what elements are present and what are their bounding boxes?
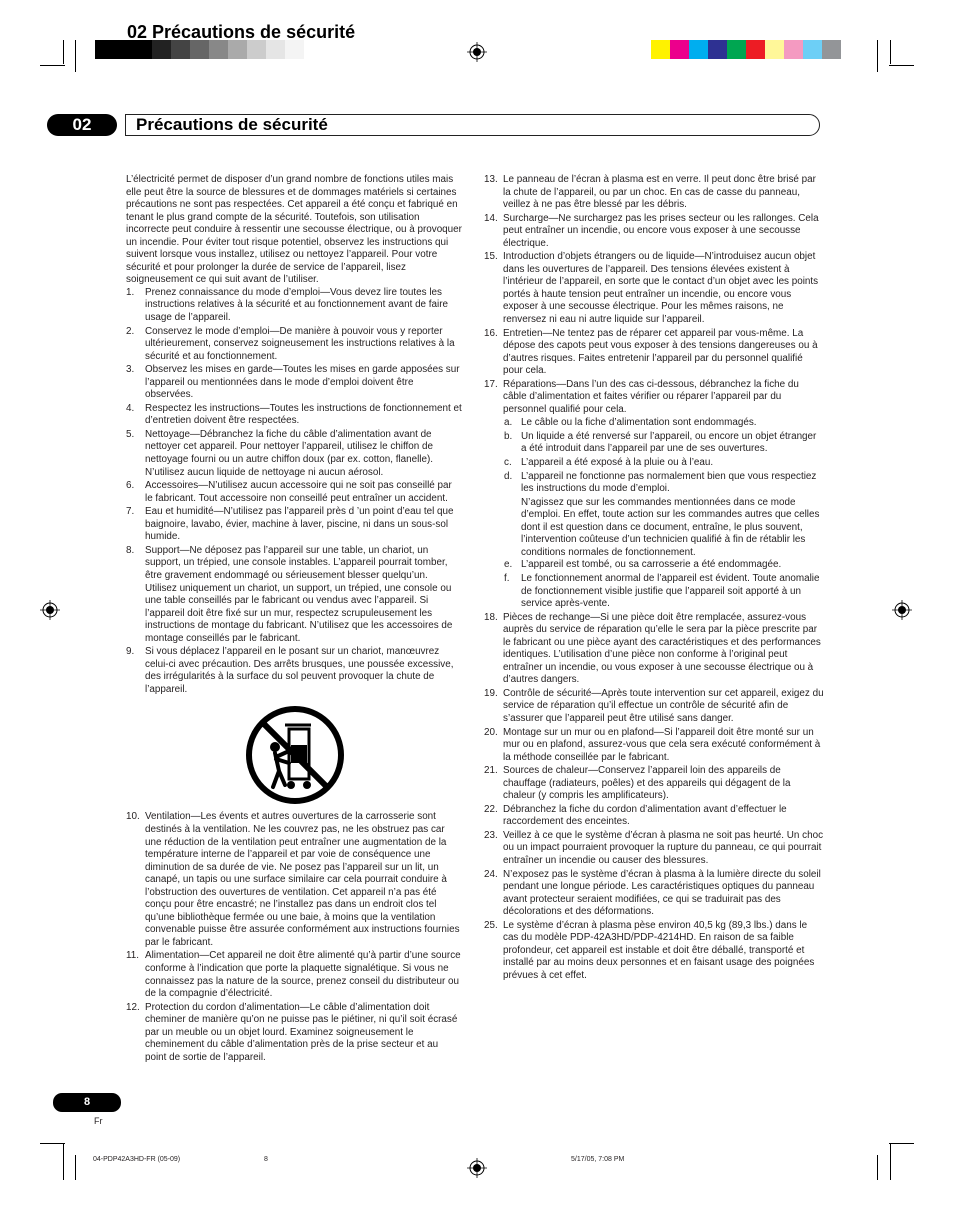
list-item-text: Prenez connaissance du mode d’emploi—Vous devez lire toutes les instructions relatives à la sécurité et au fonctionnement avant de faire usage de l’appareil. xyxy=(145,286,449,324)
list-item-number: 12. xyxy=(126,1001,140,1013)
list-item-number: 21. xyxy=(484,765,498,777)
chapter-title: Précautions de sécurité xyxy=(136,115,328,134)
print-file-name: 04-PDP42A3HD-FR (05-09) xyxy=(93,1156,181,1163)
list-item xyxy=(484,328,824,378)
list-item xyxy=(126,506,462,544)
list-item-number: 10. xyxy=(126,811,140,823)
list-item-text: Pièces de rechange—Si une pièce doit être remplacée, assurez-vous auprès du service de réparation qu’elle le sera par la pièce prescrite par le fabricant ou une pièce ayant des caractéristiques et des performances identiques. L’utilisation d’une pièce non conforme à l’original peut entraîner un incendie, ou vous exposer à une secousse électrique ou à d’autres dangers. xyxy=(503,611,821,686)
page-number-badge: 8 xyxy=(53,1093,121,1112)
list-item-text: Si vous déplacez l’appareil en le posant sur un chariot, manœuvrez celui-ci avec précaution. Des arrêts brusques, une poussée excessive, des irrégularités à la surface du sol peuvent provoquer la chute de l’appareil. xyxy=(145,646,454,695)
instruction-list xyxy=(484,174,824,417)
list-item-text: Ventilation—Les évents et autres ouvertures de la carrosserie sont destinés à la ventilation. Ne les couvrez pas, ne les obstruez pas car une réduction de la ventilation peut entraîner une augmentation de la température interne de l’appareil et par voie de conséquence une diminution de sa durée de vie. Ne posez pas l’appareil sur un lit, un canapé, un tapis ou une surface similaire car cela pourrait conduire à l’obstruction des ouvertures de ventilation. Cet appareil n’a pas été conçu pour être encastré; ne l’installez pas dans un endroit clos tel qu’une bibliothèque fermée ou une baie, à moins que la ventilation convenable puisse être assurée conformément aux instructions fournies par le fabricant. xyxy=(145,811,460,948)
list-item-number: d. xyxy=(504,470,513,482)
list-item-text: Protection du cordon d’alimentation—Le câble d’alimentation doit cheminer de manière qu’on ne puisse pas le piétiner, ni qu’il soit écrasé par un meuble ou un objet lourd. Examinez soigneusement le cheminement du câble d’alimentation près de la prise secteur et au point de sortie de l’appareil. xyxy=(145,1001,458,1063)
list-item-text: Montage sur un mur ou en plafond—Si l’appareil doit être monté sur un mur ou en plafond, assurez-vous que cela sera exécuté conformément à la méthode conseillée par le fabricant. xyxy=(503,726,821,763)
list-item-text: Observez les mises en garde—Toutes les mises en garde apposées sur l’appareil ou mentionnées dans le mode d’emploi doivent être observées. xyxy=(145,364,460,401)
list-item-text: Le câble ou la fiche d’alimentation sont endommagés. xyxy=(521,417,757,429)
list-item xyxy=(484,688,824,726)
list-item-text: Eau et humidité—N’utilisez pas l’appareil près d ’un point d’eau tel que baignoire, lavabo, évier, machine à laver, piscine, ni dans un sous-sol humide. xyxy=(145,506,454,543)
crop-mark xyxy=(40,1143,65,1144)
list-item xyxy=(484,431,824,456)
list-item xyxy=(484,174,824,212)
list-item-text: Nettoyage—Débranchez la fiche du câble d’alimentation avant de nettoyer cet appareil. Pour nettoyer l’appareil, utilisez le chiffon de nettoyage fourni ou un autre chiffon doux (par ex. cotton, flanelle). N’utilisez aucun liquide de nettoyage ni aucun aérosol. xyxy=(145,428,434,478)
list-item xyxy=(126,480,462,505)
list-item-text: Réparations—Dans l’un des cas ci-dessous, débranchez la fiche du câble d’alimentation et faites vérifier ou réparer l’appareil par du personnel qualifié pour cela. xyxy=(503,378,799,415)
color-swatch xyxy=(727,40,746,59)
list-item-text: Contrôle de sécurité—Après toute intervention sur cet appareil, exigez du service de réparation qu’il effectue un contrôle de sécurité afin de s’assurer que l’appareil peut être utilisé sans danger. xyxy=(503,687,824,724)
repair-cases-list xyxy=(484,559,824,611)
print-timestamp: 5/17/05, 7:08 PM xyxy=(571,1156,625,1163)
crop-mark xyxy=(75,40,76,72)
list-item-number: 6. xyxy=(126,480,135,492)
list-item-text: L’appareil est tombé, ou sa carrosserie a été endommagée. xyxy=(521,559,782,571)
list-item-number: 13. xyxy=(484,174,498,185)
list-item xyxy=(126,403,462,428)
list-item xyxy=(484,765,824,803)
crop-mark xyxy=(877,1155,878,1180)
list-item-number: 19. xyxy=(484,687,498,699)
registration-mark-icon xyxy=(40,600,60,620)
repair-cases-list xyxy=(484,417,824,496)
list-item-number: 18. xyxy=(484,611,498,623)
intro-paragraph: L’électricité permet de disposer d’un grand nombre de fonctions utiles mais elle peut être la source de blessures et de dommages matériels si certaines précautions ne sont pas respectées. Cet appareil a été conçu et fabriqué en tenant le plus grand compte de la sécurité. Toutefois, son utilisation incorrecte peut conduire à ressentir une secousse électrique, ou à provoquer un incendie. Pour éviter tout risque potentiel, observez les instructions qui suivent lorsque vous installez, utilisez ou nettoyez l’appareil. Pour votre sécurité et pour prolonger la durée de service de l’appareil, lisez soigneusement ce qui suit avant de l’utiliser. xyxy=(126,174,462,286)
crop-mark xyxy=(63,40,64,64)
list-item xyxy=(484,573,824,611)
list-item-number: 22. xyxy=(484,803,498,815)
list-item-text: Conservez le mode d’emploi—De manière à pouvoir vous y reporter ultérieurement, conservez soigneusement les instructions relatives à la sécurité et au fonctionnement. xyxy=(145,325,455,362)
crop-mark xyxy=(889,1143,914,1144)
instruction-list xyxy=(126,811,462,1065)
list-item-number: 24. xyxy=(484,868,498,880)
color-swatch xyxy=(784,40,803,59)
instruction-list xyxy=(484,612,824,984)
registration-mark-icon xyxy=(467,1158,487,1178)
crop-mark xyxy=(40,65,65,66)
list-item xyxy=(126,287,462,325)
color-swatch xyxy=(95,40,114,59)
list-item xyxy=(484,251,824,326)
color-swatch xyxy=(746,40,765,59)
list-item-text: Débranchez la fiche du cordon d’alimentation avant d’effectuer le raccordement des enceintes. xyxy=(503,803,787,828)
crop-mark xyxy=(889,65,914,66)
color-swatch xyxy=(689,40,708,59)
list-item-text: Support—Ne déposez pas l’appareil sur une table, un chariot, un support, un trépied, une console instables. L’appareil pourrait tomber, être gravement endommagé ou sérieusement blesser quelqu’un. Utilisez uniquement un chariot, un support, un trépied, une console ou une table conseillés par le fabricant ou vendus avec l’appareil. Si l’appareil doit être fixé sur un mur, respectez scrupuleusement les instructions de montage du fabricant. N’utilisez que les accessoires de montage conseillés par le fabricant. xyxy=(145,544,453,644)
list-item-number: 5. xyxy=(126,428,135,440)
crop-mark xyxy=(890,1144,891,1180)
list-item xyxy=(484,830,824,868)
crop-mark xyxy=(75,1155,76,1180)
list-item-number: 23. xyxy=(484,829,498,841)
list-item xyxy=(126,646,462,696)
list-item-number: 25. xyxy=(484,919,498,931)
list-item-text: Sources de chaleur—Conservez l’appareil loin des appareils de chauffage (radiateurs, poêles) et des appareils qui dégagent de la chaleur (y compris les amplificateurs). xyxy=(503,765,791,802)
color-swatch xyxy=(765,40,784,59)
color-swatch xyxy=(708,40,727,59)
list-item-number: f. xyxy=(504,572,510,584)
instruction-list xyxy=(126,287,462,698)
list-item-number: 15. xyxy=(484,251,498,263)
list-item-text: Le fonctionnement anormal de l’appareil est évident. Toute anomalie de fonctionnement visible justifie que l’appareil soit apporté à un service après-vente. xyxy=(521,572,820,610)
list-item-text: Respectez les instructions—Toutes les instructions de fonctionnement et d’entretien doivent être respectées. xyxy=(145,402,462,427)
color-swatch xyxy=(822,40,841,59)
list-item xyxy=(126,545,462,645)
list-item-number: 1. xyxy=(126,286,135,298)
list-item xyxy=(484,417,824,430)
list-item-number: b. xyxy=(504,430,513,442)
crop-mark xyxy=(63,1144,64,1180)
color-swatch xyxy=(651,40,670,59)
list-item xyxy=(484,869,824,919)
list-item-text: Entretien—Ne tentez pas de réparer cet appareil par vous-même. La dépose des capots peut vous exposer à des tensions dangereuses ou à d’autres risques. Faites entretenir l’appareil par du personnel qualifié pour cela. xyxy=(503,327,818,377)
list-item-continuation: N’agissez que sur les commandes mentionnées dans ce mode d’emploi. En effet, toute action sur les commandes autres que celles dont il est question dans ce document, entraîne, le plus souvent, l’intervention coûteuse d’un technicien qualifié à fin de rétablir les conditions normales de fonctionnement. xyxy=(521,496,820,558)
list-item-text: N’exposez pas le système d’écran à plasma à la lumière directe du soleil pendant une longue période. Les caractéristiques optiques du panneau avant protecteur seraient modifiées, ce qui se traduirait pas des décolorations et des déformations. xyxy=(503,868,821,918)
list-item-number: c. xyxy=(504,457,512,469)
list-item-number: 9. xyxy=(126,646,135,658)
list-item xyxy=(484,559,824,572)
list-item-number: 20. xyxy=(484,726,498,738)
list-item-number: a. xyxy=(504,417,513,429)
color-swatch xyxy=(670,40,689,59)
list-item xyxy=(126,811,462,949)
list-item xyxy=(126,950,462,1000)
list-item-number: 17. xyxy=(484,378,498,390)
registration-mark-icon xyxy=(467,42,487,62)
list-item xyxy=(126,429,462,479)
list-item-text: Introduction d’objets étrangers ou de liquide—N’introduisez aucun objet dans les ouvertures de l’appareil. Des tensions élevées existent à l’intérieur de l’appareil, en sorte que le contact d’un objet avec les points portés à haute tension peut entraîner un incendie, ou encore vous exposer à une secousse électrique. Pour les mêmes raisons, ne renversez ni eau ni autre liquide sur l’appareil. xyxy=(503,251,819,326)
list-item-text: Un liquide a été renversé sur l’appareil, ou encore un objet étranger a été introduit dans l’appareil par une de ses ouvertures. xyxy=(521,430,817,455)
list-item xyxy=(484,457,824,470)
list-item-text: Le panneau de l’écran à plasma est en verre. Il peut donc être brisé par la chute de l’appareil, ou par un choc. En cas de casse du panneau, veillez à ne pas être blessé par les débris. xyxy=(503,174,816,211)
list-item-number: 14. xyxy=(484,212,498,224)
list-item-number: 3. xyxy=(126,364,135,376)
list-item-number: 16. xyxy=(484,327,498,339)
list-item-number: 11. xyxy=(126,950,139,962)
list-item xyxy=(484,612,824,687)
list-item-text: Alimentation—Cet appareil ne doit être alimenté qu’à partir d’une source conforme à l’indication que porte la plaquette signalétique. Si vous ne connaissez pas la nature de la source, prenez conseil du distributeur ou de la compagnie d’électricité. xyxy=(145,950,461,1000)
list-item-number: e. xyxy=(504,559,513,571)
list-item-text: L’appareil ne fonctionne pas normalement bien que vous respectiez les instructions du mode d’emploi. xyxy=(521,470,817,495)
list-item-text: Veillez à ce que le système d’écran à plasma ne soit pas heurté. Un choc ou un impact pourraient provoquer la rupture du panneau, ce qui pourrait entraîner un incendie ou causer des blessures. xyxy=(503,829,824,866)
print-page-number: 8 xyxy=(264,1156,268,1163)
list-item-text: Le système d’écran à plasma pèse environ 40,5 kg (89,3 lbs.) dans le cas du modèle PDP-42A3HD/PDP-4214HD. En raison de sa faible profondeur, cet appareil est instable et doit être déballé, transporté et installé par au moins deux personnes et en faisant usage des poignées prévues à cet effet. xyxy=(503,919,815,981)
page-language: Fr xyxy=(94,1116,103,1126)
list-item-text: L’appareil a été exposé à la pluie ou à l’eau. xyxy=(521,457,714,469)
left-column xyxy=(126,174,462,1065)
list-item xyxy=(126,326,462,364)
running-title: 02 Précautions de sécurité xyxy=(127,22,356,42)
list-item-number: 7. xyxy=(126,506,135,518)
list-item-text: Accessoires—N’utilisez aucun accessoire qui ne soit pas conseillé par le fabricant. Tout accessoire non conseillé peut entraîner un accident. xyxy=(145,480,452,504)
right-column xyxy=(484,174,824,983)
list-item-number: 4. xyxy=(126,402,135,414)
color-swatch xyxy=(803,40,822,59)
list-item xyxy=(484,920,824,983)
list-item-text: Surcharge—Ne surchargez pas les prises secteur ou les rallonges. Cela peut entraîner un incendie, ou encore vous exposer à une secousse électrique. xyxy=(503,212,819,249)
color-swatch-bar xyxy=(651,40,841,59)
list-item-number: 8. xyxy=(126,544,135,556)
registration-mark-icon xyxy=(892,600,912,620)
list-item xyxy=(126,1002,462,1065)
list-item xyxy=(126,364,462,402)
crop-mark xyxy=(890,40,891,64)
cart-warning-icon xyxy=(245,705,345,805)
list-item-number: 2. xyxy=(126,325,135,337)
list-item xyxy=(484,213,824,251)
list-item xyxy=(484,471,824,496)
list-item xyxy=(484,804,824,829)
crop-mark xyxy=(877,40,878,72)
list-item xyxy=(484,727,824,765)
chapter-number-badge: 02 xyxy=(47,114,117,136)
list-item xyxy=(484,379,824,417)
